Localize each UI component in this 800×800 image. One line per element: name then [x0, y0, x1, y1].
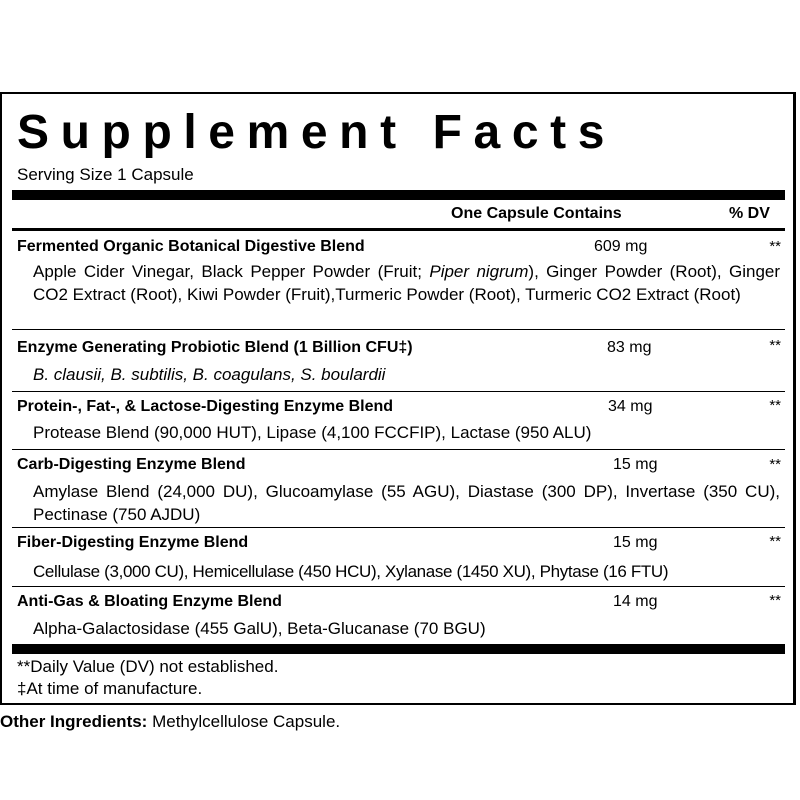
blend-amount: 15 mg — [613, 534, 658, 551]
ingredients-text: Apple Cider Vinegar, Black Pepper Powder (Fruit; — [33, 262, 430, 281]
blend-name-anti-gas-bloating: Anti-Gas & Bloating Enzyme Blend — [17, 593, 282, 610]
row-divider — [12, 391, 785, 392]
row-divider — [12, 329, 785, 330]
blend-dv: ** — [769, 337, 781, 354]
amount-column-header: One Capsule Contains — [451, 205, 622, 222]
blend-name-carb-digesting: Carb-Digesting Enzyme Blend — [17, 456, 246, 473]
blend-ingredients: Alpha-Galactosidase (455 GalU), Beta-Glucanase (70 BGU) — [33, 619, 486, 638]
blend-ingredients: Amylase Blend (24,000 DU), Glucoamylase (55 AGU), Diastase (300 DP), Invertase (350 CU), Pectinase (750 AJDU) — [33, 482, 780, 524]
thick-divider-top — [12, 190, 785, 200]
dv-column-header: % DV — [729, 205, 770, 222]
header-divider — [12, 228, 785, 231]
blend-ingredients: Cellulase (3,000 CU), Hemicellulase (450 HCU), Xylanase (1450 XU), Phytase (16 FTU) — [33, 562, 669, 581]
ingredients-text: ), Ginger Powder (Root), Ginger CO2 Extract (Root), Kiwi Powder (Fruit),Turmeric Powder (Root), Turmeric CO2 Extract (Root) — [33, 262, 781, 304]
blend-amount: 609 mg — [594, 238, 648, 255]
blend-amount: 83 mg — [607, 339, 652, 356]
blend-name-fiber-digesting: Fiber-Digesting Enzyme Blend — [17, 534, 249, 551]
blend-ingredients — [33, 260, 780, 306]
other-ingredients-value: Methylcellulose Capsule. — [147, 712, 341, 731]
ingredients-latin-name: Piper nigrum — [429, 262, 529, 281]
blend-name-protein-fat-lactose: Protein-, Fat-, & Lactose-Digesting Enzyme Blend — [17, 398, 394, 415]
blend-dv: ** — [769, 456, 781, 473]
blend-dv: ** — [769, 397, 781, 414]
blend-dv: ** — [769, 238, 781, 255]
row-divider — [12, 527, 785, 528]
footnote-manufacture: ‡At time of manufacture. — [17, 679, 203, 698]
other-ingredients — [0, 711, 340, 733]
thick-divider-bottom — [12, 644, 785, 654]
footnote-daily-value: **Daily Value (DV) not established. — [17, 657, 279, 676]
row-divider — [12, 586, 785, 587]
blend-dv: ** — [769, 533, 781, 550]
blend-dv: ** — [769, 592, 781, 609]
blend-ingredients: Protease Blend (90,000 HUT), Lipase (4,100 FCCFIP), Lactase (950 ALU) — [33, 423, 592, 442]
blend-amount: 34 mg — [608, 398, 653, 415]
blend-amount: 14 mg — [613, 593, 658, 610]
blend-amount: 15 mg — [613, 456, 658, 473]
row-divider — [12, 449, 785, 450]
blend-name-fermented-botanical: Fermented Organic Botanical Digestive Blend — [17, 238, 365, 255]
blend-ingredients: B. clausii, B. subtilis, B. coagulans, S. boulardii — [33, 365, 386, 384]
other-ingredients-label: Other Ingredients: — [0, 712, 148, 731]
blend-name-probiotic: Enzyme Generating Probiotic Blend (1 Billion CFU‡) — [17, 339, 413, 356]
panel-title: Supplement Facts — [17, 106, 617, 159]
serving-size: Serving Size 1 Capsule — [17, 165, 194, 184]
